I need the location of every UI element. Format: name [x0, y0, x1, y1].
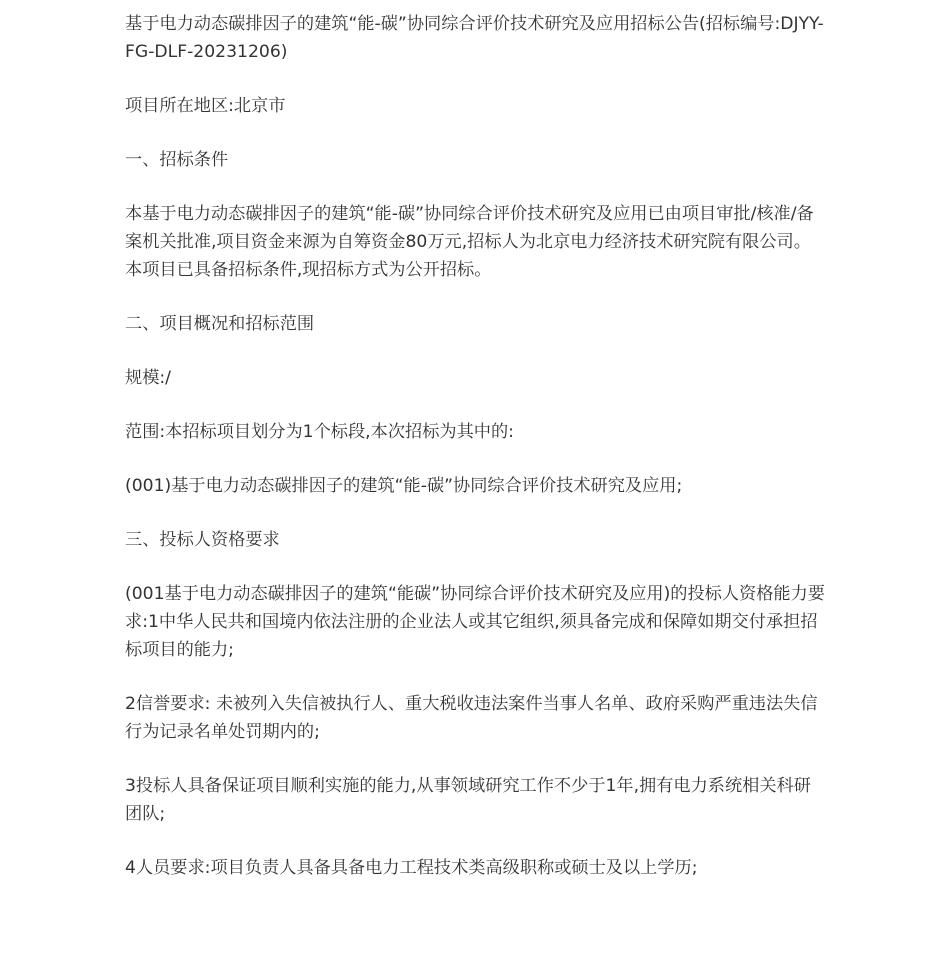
bidding-conditions-text: 本基于电力动态碳排因子的建筑“能-碳”协同综合评价技术研究及应用已由项目审批/核准/备案机关批准,项目资金来源为自筹资金80万元,招标人为北京电力经济技术研究院有限公司。本项目已具备招标条件,现招标方式为公开招标。: [125, 204, 814, 280]
project-scope: 范围:本招标项目划分为1个标段,本次招标为其中的:: [125, 422, 514, 442]
project-scale: 规模:/: [125, 368, 171, 388]
qualification-requirement-1: (001基于电力动态碳排因子的建筑“能碳”协同综合评价技术研究及应用)的投标人资格能力要求:1中华人民共和国境内依法注册的企业法人或其它组织,须具备完成和保障如期交付承担招标项目的能力;: [125, 584, 825, 660]
qualification-requirement-3: 3投标人具备保证项目顺利实施的能力,从事领域研究工作不少于1年,拥有电力系统相关科研团队;: [125, 776, 811, 824]
section-heading-bidding-conditions: 一、招标条件: [125, 150, 229, 170]
announcement-title: 基于电力动态碳排因子的建筑“能-碳”协同综合评价技术研究及应用招标公告(招标编号:DJYY-FG-DLF-20231206): [125, 14, 824, 62]
qualification-requirement-2: 2信誉要求: 未被列入失信被执行人、重大税收违法案件当事人名单、政府采购严重违法失信行为记录名单处罚期内的;: [125, 694, 818, 742]
section-heading-bidder-qualifications: 三、投标人资格要求: [125, 530, 280, 550]
project-region: 项目所在地区:北京市: [125, 96, 286, 116]
section-heading-project-overview: 二、项目概况和招标范围: [125, 314, 315, 334]
lot-item: (001)基于电力动态碳排因子的建筑“能-碳”协同综合评价技术研究及应用;: [125, 476, 683, 496]
qualification-requirement-4: 4人员要求:项目负责人具备具备电力工程技术类高级职称或硕士及以上学历;: [125, 858, 698, 878]
announcement-document: [125, 10, 827, 908]
